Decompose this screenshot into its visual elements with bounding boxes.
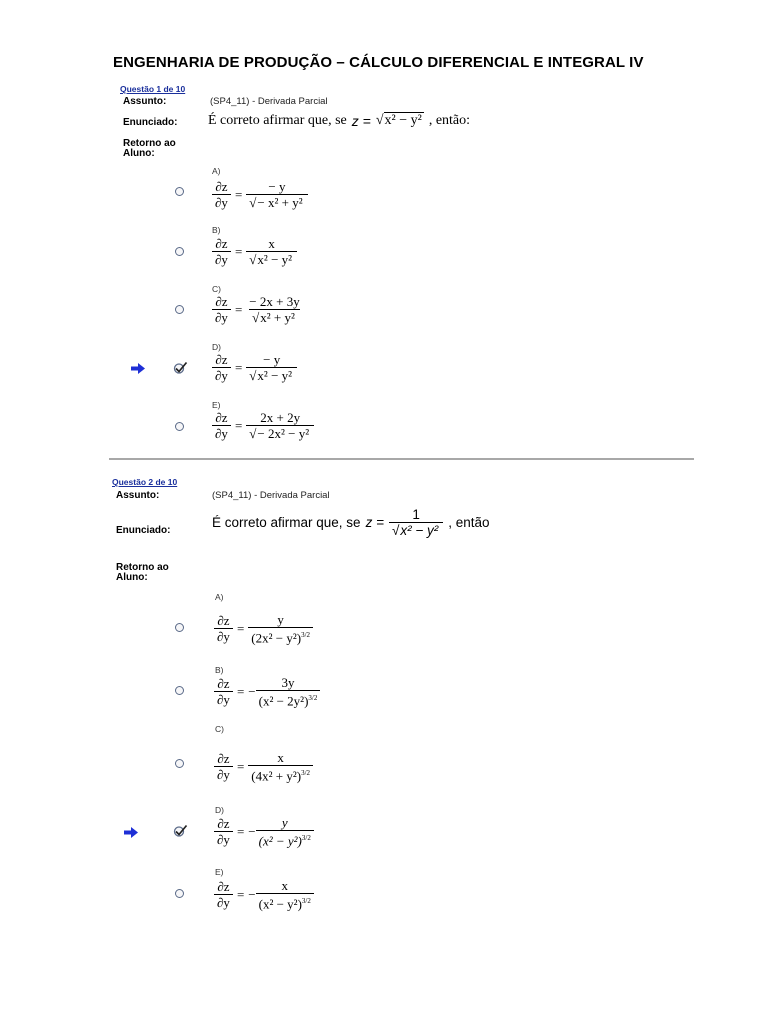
subject-value: (SP4_11) - Derivada Parcial: [210, 96, 328, 107]
page-title: ENGENHARIA DE PRODUÇÃO – CÁLCULO DIFERENCIAL E INTEGRAL IV: [113, 54, 644, 71]
right-arrow-icon: [131, 363, 145, 374]
statement-text: É correto afirmar que, se: [208, 113, 347, 128]
feedback-label: Retorno ao Aluno:: [123, 138, 176, 159]
statement-tail: , então:: [428, 113, 471, 128]
option-letter: E): [215, 867, 224, 877]
radio-button-icon[interactable]: [175, 623, 184, 632]
statement-label: Enunciado:: [123, 117, 178, 128]
option-formula: $\frac{\partial z}{\partial y}$ = $\frac{- 2x + 3y}{\text{√x² + y²}}$: [212, 295, 303, 324]
checkmark-icon[interactable]: [173, 361, 188, 375]
statement: [212, 508, 490, 537]
radio-button-icon[interactable]: [175, 889, 184, 898]
option-letter: B): [215, 665, 224, 675]
question-1-number-link[interactable]: Questão 1 de 10: [120, 84, 186, 94]
option-formula: $\frac{\partial z}{\partial y}$ = − $\frac{x}{(x^2 - y^2)^{3/2}}$: [214, 879, 314, 910]
right-arrow-icon: [124, 827, 138, 838]
option-formula-selected: $\frac{\partial z}{\partial y}$ = − $\frac{y}{(x^2 - y^2)^{3/2}}$: [214, 816, 314, 847]
option-letter: D): [215, 805, 224, 815]
option-formula: $\frac{\partial z}{\partial y}$ = $\frac{x}{(4x^2 + y^2)^{3/2}}$: [214, 751, 313, 782]
option-formula: $\frac{\partial z}{\partial y}$ = $\frac{- y}{\text{√− x² + y²}}$: [212, 180, 308, 209]
option-letter: B): [212, 225, 221, 235]
statement-tail: , então: [448, 515, 490, 530]
option-formula: $\frac{\partial z}{\partial y}$ = $\frac{x}{\text{√x² − y²}}$: [212, 237, 297, 266]
option-letter: A): [215, 592, 224, 602]
radio-button-icon[interactable]: [175, 305, 184, 314]
statement-z: z =: [365, 515, 384, 530]
statement-label: Enunciado:: [116, 525, 171, 536]
radio-button-icon[interactable]: [175, 187, 184, 196]
statement-fraction: $\frac{1}{\text{√x² − y²}}$: [389, 508, 443, 537]
option-formula: $\frac{\partial z}{\partial y}$ = $\frac{2x + 2y}{\text{√− 2x² − y²}}$: [212, 411, 314, 440]
option-letter: C): [212, 284, 221, 294]
option-formula: $\frac{\partial z}{\partial y}$ = − $\frac{3y}{(x^2 - 2y^2)^{3/2}}$: [214, 676, 320, 707]
option-formula-selected: $\frac{\partial z}{\partial y}$ = $\frac{- y}{\text{√x² − y²}}$: [212, 353, 297, 382]
question-2-number-link[interactable]: Questão 2 de 10: [112, 477, 178, 487]
subject-label: Assunto:: [123, 96, 167, 107]
statement: [208, 113, 470, 129]
option-formula: $\frac{\partial z}{\partial y}$ = $\frac{y}{(2x^2 - y^2)^{3/2}}$: [214, 613, 313, 644]
option-letter: D): [212, 342, 221, 352]
option-letter: E): [212, 400, 221, 410]
radio-button-icon[interactable]: [175, 759, 184, 768]
option-letter: C): [215, 724, 224, 734]
radio-button-icon[interactable]: [175, 686, 184, 695]
statement-radical: √x² − y²: [375, 113, 422, 128]
radio-button-icon[interactable]: [175, 422, 184, 431]
statement-text: É correto afirmar que, se: [212, 515, 361, 530]
subject-value: (SP4_11) - Derivada Parcial: [212, 490, 330, 501]
checkmark-icon[interactable]: [173, 824, 188, 838]
section-divider: [109, 458, 694, 460]
feedback-label: Retorno ao Aluno:: [116, 562, 169, 583]
radio-button-icon[interactable]: [175, 247, 184, 256]
statement-z: z =: [351, 113, 371, 129]
subject-label: Assunto:: [116, 490, 160, 501]
option-letter: A): [212, 166, 221, 176]
